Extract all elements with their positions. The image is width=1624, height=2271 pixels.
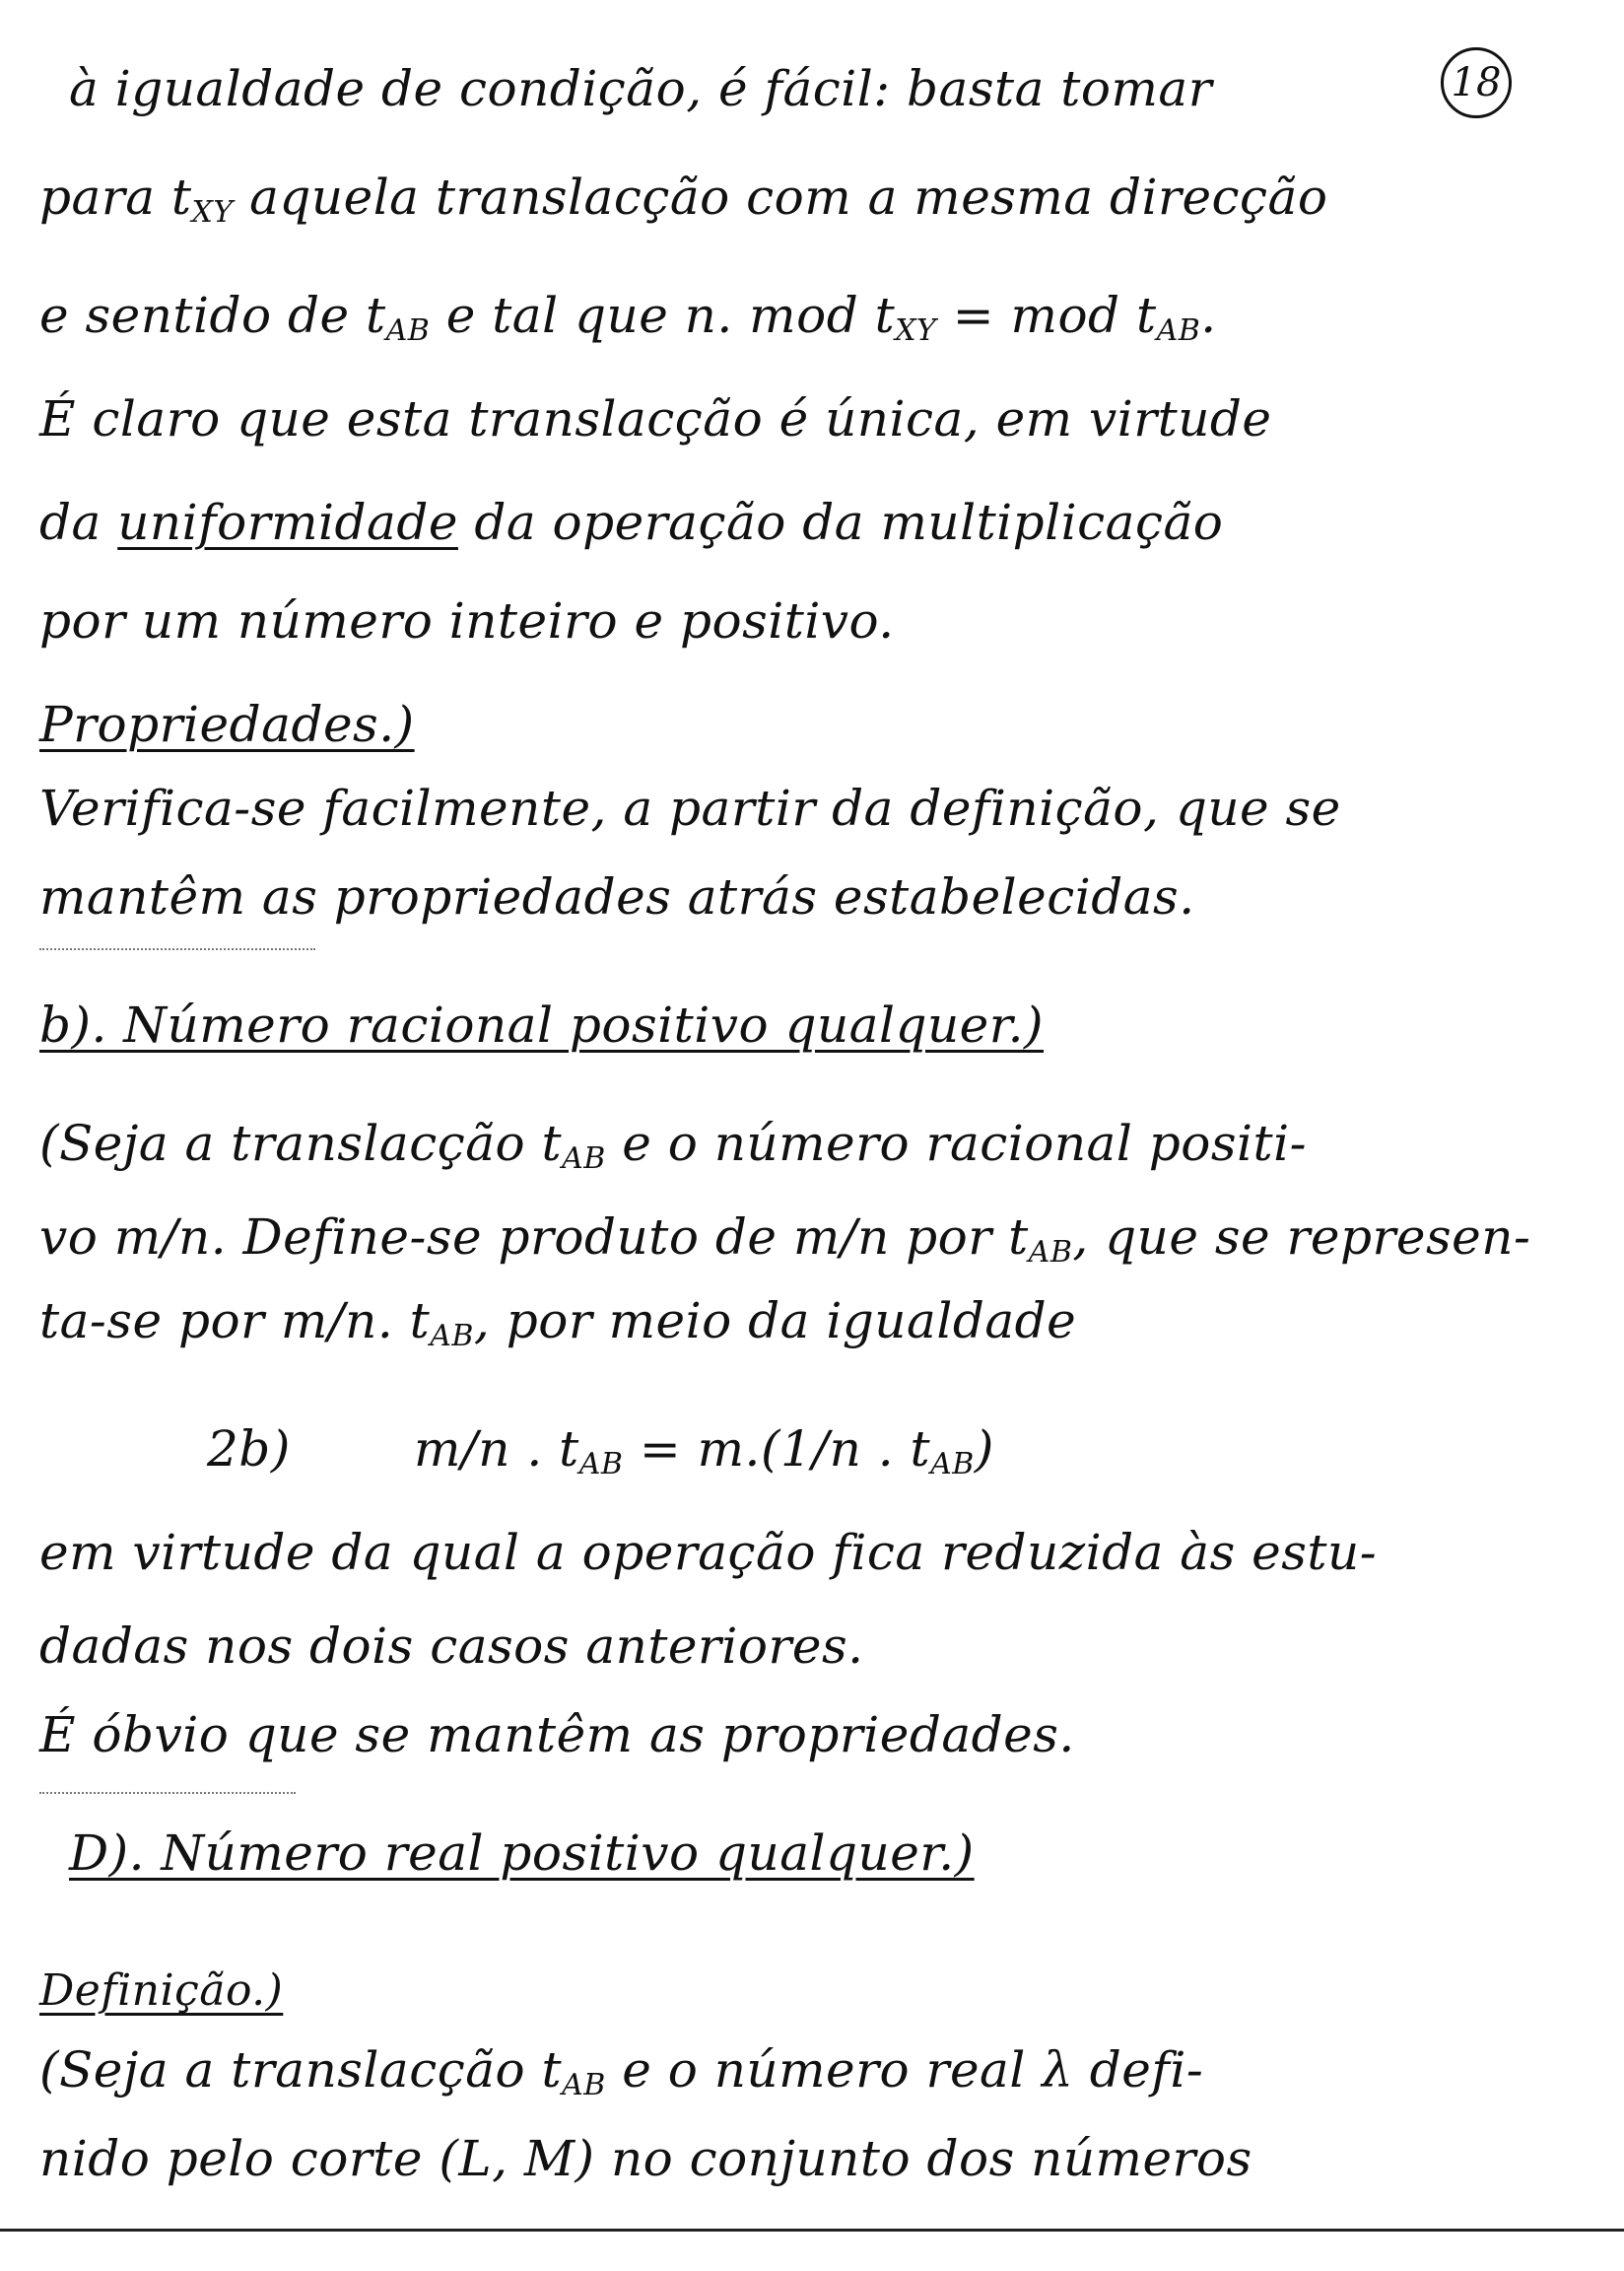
subscript: AB [1028,1235,1073,1270]
text-fragment: . [1200,287,1217,344]
text-line-16: É óbvio que se mantêm as propriedades. [39,1706,1075,1763]
subscript: XY [895,313,937,348]
text-line-8: Verifica-se facilmente, a partir da definição, que se [39,780,1341,837]
equation-part: m/n . t [414,1420,579,1478]
text-line-12 [39,1207,1530,1282]
fraction: m/n [280,1292,377,1349]
subscript: XY [191,195,234,230]
text-line-13 [39,1291,1076,1366]
heading-numero-real: D). Número real positivo qualquer.) [69,1824,975,1882]
text-line-2 [39,168,1327,242]
text-line-14: em virtude da qual a operação fica reduzida às estu- [39,1524,1378,1581]
text-line-9: mantêm as propriedades atrás estabelecidas. [39,868,1195,926]
equation-label: 2b) [207,1420,291,1478]
subscript: AB [930,1447,975,1481]
text-line-20: nido pelo corte (L, M) no conjunto dos números [39,2130,1252,2187]
text-line-4: É claro que esta translacção é única, em virtude [39,390,1272,447]
page-edge [0,2229,1624,2232]
subscript: AB [430,1319,474,1353]
divider [39,1792,296,1794]
text-fragment: aquela translacção com a mesma direcção [233,169,1328,226]
fraction: m/n [113,1208,211,1266]
equation-part: = m.(1/n . t [623,1420,931,1478]
text-fragment: . Define-se produto de [210,1208,793,1266]
text-fragment: e sentido de t [39,287,386,344]
subscript: AB [385,313,431,348]
text-fragment: e o número real λ defi- [605,2041,1204,2099]
text-fragment: (Seja a translacção t [39,1115,563,1172]
subscript: AB [1156,313,1201,348]
text-line-19 [39,2040,1203,2115]
text-line-3 [39,286,1217,361]
heading-numero-racional: b). Número racional positivo qualquer.) [39,997,1045,1054]
text-fragment: e o número racional positi- [605,1115,1307,1172]
text-line-1: à igualdade de condição, é fácil: basta tomar [69,60,1213,117]
text-line-11 [39,1114,1307,1189]
equation [414,1419,994,1494]
text-fragment: da [39,494,118,551]
text-line-6: por um número inteiro e positivo. [39,592,895,650]
text-fragment: por t [889,1208,1029,1266]
text-fragment: (Seja a translacção t [39,2041,563,2099]
text-fragment: da operação da multiplicação [457,494,1224,551]
underlined-word: uniformidade [117,494,458,551]
text-line-15: dadas nos dois casos anteriores. [39,1617,864,1675]
heading-definicao: Definição.) [39,1965,284,2016]
text-fragment: ta-se por [39,1292,281,1349]
text-fragment: vo [39,1208,114,1266]
text-line-5 [39,493,1223,552]
fraction: m/n [792,1208,890,1266]
heading-propriedades: Propriedades.) [39,696,415,753]
text-fragment: = mod t [936,287,1157,344]
subscript: AB [562,1141,606,1176]
divider [39,948,315,950]
text-fragment: , por meio da igualdade [473,1292,1077,1349]
text-fragment: e tal que n. mod t [430,287,896,344]
text-fragment: , que se represen- [1072,1208,1531,1266]
subscript: AB [562,2068,606,2102]
page-number: 18 [1441,47,1512,118]
text-fragment: . t [376,1292,431,1349]
subscript: AB [578,1447,624,1481]
equation-part: ) [974,1420,994,1478]
text-fragment: para t [39,169,192,226]
